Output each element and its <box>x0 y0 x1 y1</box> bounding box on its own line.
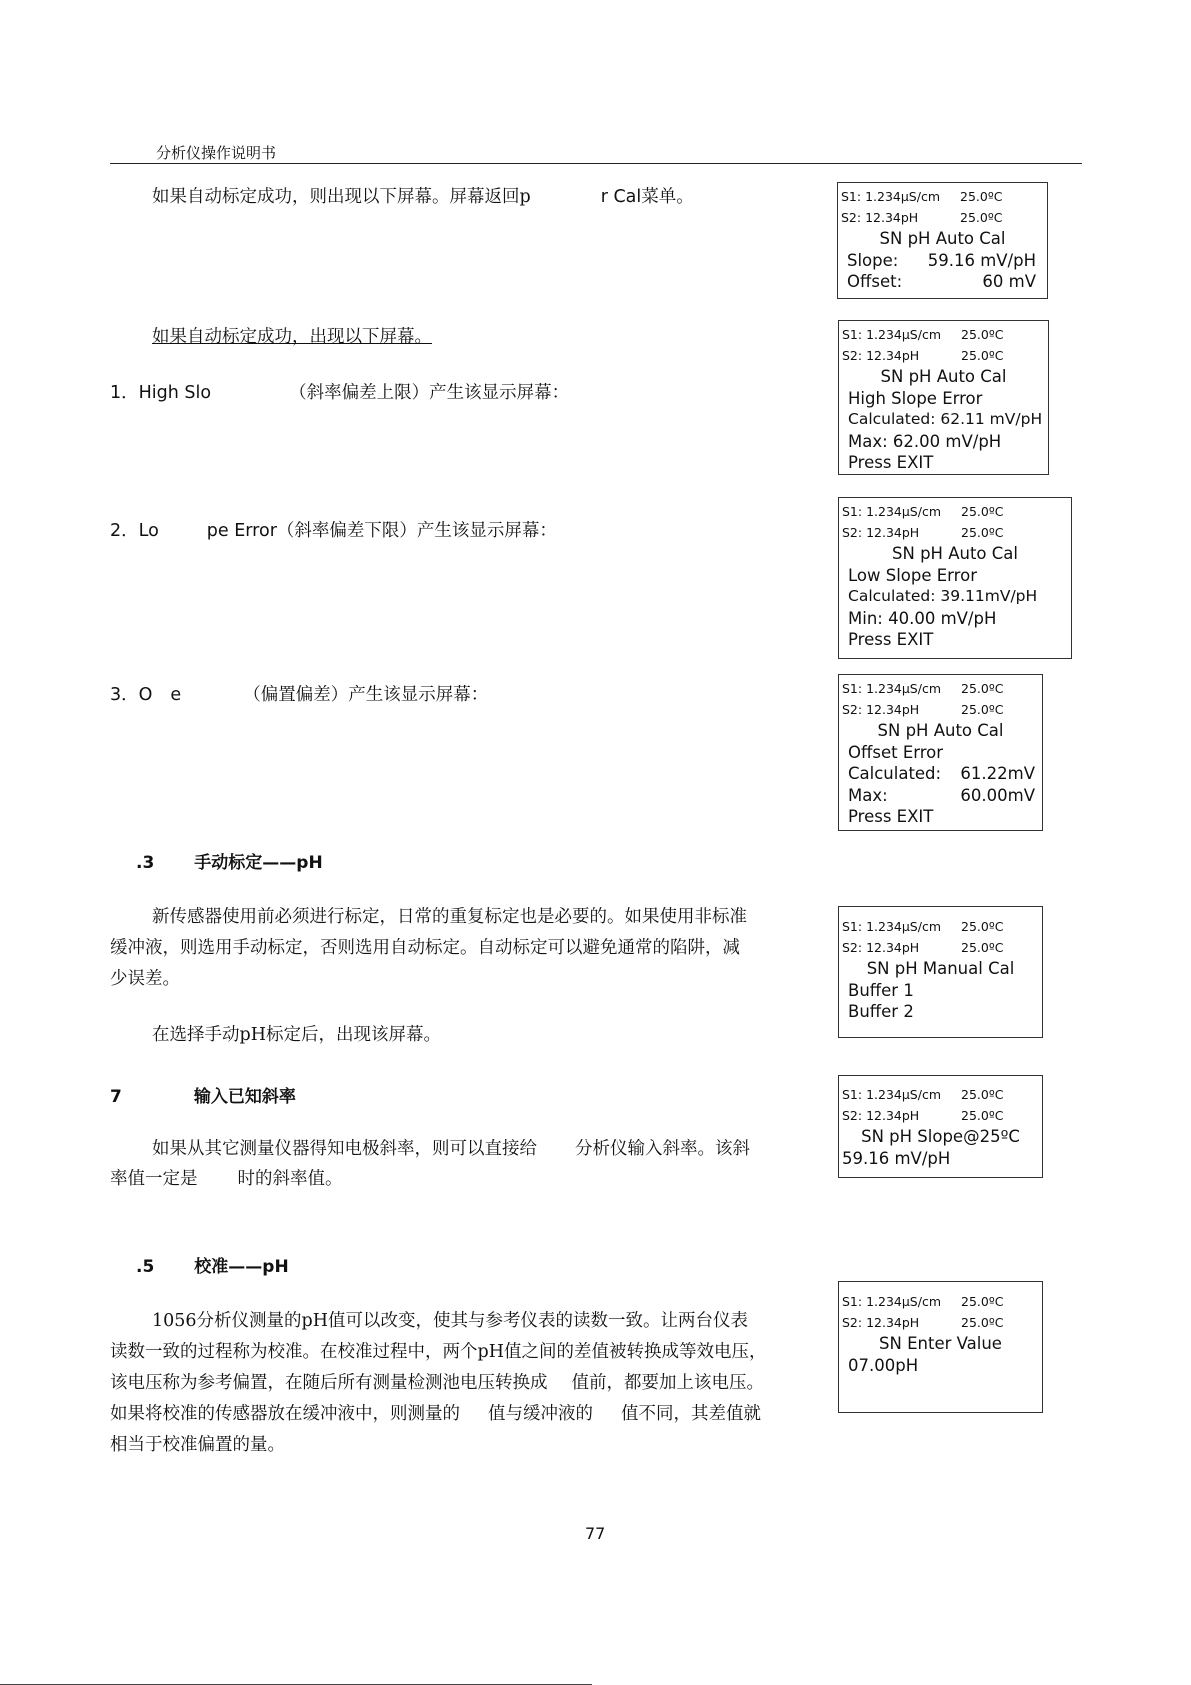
lcd-screen-offset-error <box>838 674 1043 831</box>
running-header: 分析仪操作说明书 <box>156 144 277 162</box>
status-s2: S2: 12.34pH <box>841 210 919 225</box>
section-title: 输入已知斜率 <box>193 1087 296 1107</box>
paragraph-manual: 在选择手动pH标定后，出现该屏幕。 <box>152 1025 441 1045</box>
value: 61.22mV <box>960 764 1035 783</box>
screen-line: 59.16 mV/pH <box>842 1148 951 1168</box>
status-temp: 25.0ºC <box>961 1315 1004 1330</box>
screen-line <box>842 763 1039 785</box>
screen-title: SN pH Manual Cal <box>866 959 1015 978</box>
text-fragment: 该电压称为参考偏置，在随后所有测量检测池电压转换成 <box>110 1373 548 1393</box>
status-s1: S1: 1.234μS/cm <box>842 681 942 696</box>
screen-title: SN pH Auto Cal <box>880 367 1007 386</box>
status-line <box>842 1105 1039 1126</box>
status-line <box>842 501 1068 522</box>
lcd-screen-manual-cal <box>838 906 1043 1038</box>
status-s2: S2: 12.34pH <box>842 940 920 955</box>
status-line <box>842 324 1045 345</box>
screen-line <box>842 785 1039 807</box>
section-heading <box>136 848 323 873</box>
paragraph-calibration: 相当于校准偏置的量。 <box>110 1435 285 1455</box>
status-line <box>842 678 1039 699</box>
text-fragment: 分析仪输入斜率。该斜 <box>575 1139 750 1159</box>
paragraph-auto-cal-success <box>152 182 694 212</box>
status-line <box>841 186 1044 207</box>
status-line <box>842 699 1039 720</box>
section-number: 7 <box>110 1087 122 1107</box>
label: Offset: <box>847 272 903 291</box>
status-s2: S2: 12.34pH <box>842 1108 920 1123</box>
lcd-screen-auto-cal-success <box>837 182 1048 299</box>
list-item-offset <box>110 680 488 710</box>
status-s2: S2: 12.34pH <box>842 702 920 717</box>
value: 60.00mV <box>960 785 1035 805</box>
status-temp: 25.0ºC <box>961 327 1004 342</box>
status-s1: S1: 1.234μS/cm <box>841 189 941 204</box>
value: 60 mV <box>982 272 1036 291</box>
lcd-screen-high-slope-error <box>838 320 1049 475</box>
screen-line: High Slope Error <box>848 388 983 408</box>
status-line <box>842 345 1045 366</box>
section-heading <box>110 1082 296 1107</box>
section-heading <box>136 1252 289 1277</box>
status-temp: 25.0ºC <box>961 348 1004 363</box>
paragraph-slope <box>110 1164 343 1194</box>
status-s1: S1: 1.234μS/cm <box>842 327 942 342</box>
screen-line: Buffer 2 <box>848 1002 914 1021</box>
paragraph-calibration: 读数一致的过程称为校准。在校准过程中，两个pH值之间的差值被转换成等效电压， <box>110 1342 767 1362</box>
paragraph-calibration: 1056分析仪测量的pH值可以改变，使其与参考仪表的读数一致。让两台仪表 <box>152 1311 748 1331</box>
status-s1: S1: 1.234μS/cm <box>842 504 942 519</box>
status-line <box>842 916 1039 937</box>
screen-line: Offset Error <box>848 742 944 762</box>
screen-line <box>841 271 1044 293</box>
status-s2: S2: 12.34pH <box>842 348 920 363</box>
label: Calculated: <box>848 764 942 783</box>
status-temp: 25.0ºC <box>961 1087 1004 1102</box>
screen-line: 07.00pH <box>848 1355 919 1375</box>
section-title: 手动标定——pH <box>194 853 323 873</box>
text-fragment: 时的斜率值。 <box>237 1169 343 1189</box>
text-fragment: 值不同，其差值就 <box>621 1404 761 1424</box>
screen-line <box>841 250 1044 272</box>
text-fragment: r Cal菜单。 <box>600 187 694 207</box>
header-rule <box>110 163 1082 164</box>
text-fragment: 如果自动标定成功，则出现以下屏幕。屏幕返回p <box>152 187 531 207</box>
list-item-low-slope <box>110 516 557 546</box>
screen-line: Press EXIT <box>848 807 934 826</box>
status-temp: 25.0ºC <box>961 525 1004 540</box>
label: Slope: <box>847 250 899 270</box>
text-fragment: （偏置偏差）产生该显示屏幕： <box>243 685 489 705</box>
lcd-screen-low-slope-error <box>838 497 1072 659</box>
paragraph-calibration <box>110 1368 764 1398</box>
text-fragment: 值前，都要加上该电压。 <box>571 1373 764 1393</box>
text-fragment: 如果将校准的传感器放在缓冲液中，则测量的 <box>110 1404 460 1424</box>
screen-line: Press EXIT <box>848 630 934 649</box>
list-item-high-slope <box>110 378 569 408</box>
label: Max: <box>848 785 888 805</box>
screen-title: SN pH Slope@25ºC <box>861 1127 1020 1146</box>
screen-line: Press EXIT <box>848 453 934 472</box>
status-temp: 25.0ºC <box>961 681 1004 696</box>
status-s1: S1: 1.234μS/cm <box>842 1294 942 1309</box>
status-s2: S2: 12.34pH <box>842 1315 920 1330</box>
status-line <box>842 522 1068 543</box>
text-fragment: 如果从其它测量仪器得知电极斜率，则可以直接给 <box>152 1139 537 1159</box>
paragraph-calibration <box>110 1399 761 1429</box>
status-s1: S1: 1.234μS/cm <box>842 919 942 934</box>
status-line <box>842 1084 1039 1105</box>
text-fragment: 2．Lo <box>110 521 159 541</box>
text-fragment: e <box>170 685 182 705</box>
status-s1: S1: 1.234μS/cm <box>842 1087 942 1102</box>
section-title: 校准——pH <box>194 1257 289 1277</box>
paragraph-manual: 缓冲液，则选用手动标定，否则选用自动标定。自动标定可以避免通常的陷阱，减 <box>110 938 740 958</box>
text-fragment: 3．O <box>110 685 153 705</box>
section-number: .5 <box>136 1257 155 1277</box>
status-line <box>842 1291 1039 1312</box>
text-fragment: （斜率偏差上限）产生该显示屏幕： <box>289 383 570 403</box>
screen-line: Calculated: 62.11 mV/pH <box>848 410 1043 428</box>
screen-title: SN pH Auto Cal <box>879 229 1006 248</box>
status-line <box>841 207 1044 228</box>
screen-line: Max: 62.00 mV/pH <box>848 431 1002 451</box>
status-temp: 25.0ºC <box>961 1108 1004 1123</box>
screen-title: SN pH Auto Cal <box>892 544 1018 563</box>
text-fragment: 率值一定是 <box>110 1169 198 1189</box>
screen-title: SN Enter Value <box>879 1334 1002 1353</box>
screen-line: Low Slope Error <box>848 565 977 585</box>
screen-line: Buffer 1 <box>848 980 914 1000</box>
status-temp: 25.0ºC <box>961 1294 1004 1309</box>
status-temp: 25.0ºC <box>960 189 1003 204</box>
status-temp: 25.0ºC <box>961 504 1004 519</box>
value: 59.16 mV/pH <box>927 250 1036 270</box>
paragraph-auto-cal-result: 如果自动标定成功，出现以下屏幕。 <box>152 327 432 347</box>
lcd-screen-enter-value <box>838 1281 1043 1413</box>
paragraph-manual: 新传感器使用前必须进行标定，日常的重复标定也是必要的。如果使用非标准 <box>152 907 747 927</box>
text-fragment: pe Error（斜率偏差下限）产生该显示屏幕： <box>206 521 557 541</box>
screen-line: Calculated: 39.11mV/pH <box>848 587 1038 605</box>
text-fragment: 值与缓冲液的 <box>488 1404 593 1424</box>
screen-title: SN pH Auto Cal <box>877 721 1004 740</box>
text-fragment: 1．High Slo <box>110 383 212 403</box>
status-line <box>842 1312 1039 1333</box>
paragraph-manual: 少误差。 <box>110 969 180 989</box>
status-temp: 25.0ºC <box>960 210 1003 225</box>
status-temp: 25.0ºC <box>961 702 1004 717</box>
lcd-screen-slope-input <box>838 1075 1043 1178</box>
screen-line: Min: 40.00 mV/pH <box>848 608 997 628</box>
page-number: 77 <box>585 1524 606 1543</box>
paragraph-slope <box>152 1134 750 1164</box>
section-number: .3 <box>136 853 155 873</box>
status-line <box>842 937 1039 958</box>
status-s2: S2: 12.34pH <box>842 525 920 540</box>
status-temp: 25.0ºC <box>961 940 1004 955</box>
status-temp: 25.0ºC <box>961 919 1004 934</box>
